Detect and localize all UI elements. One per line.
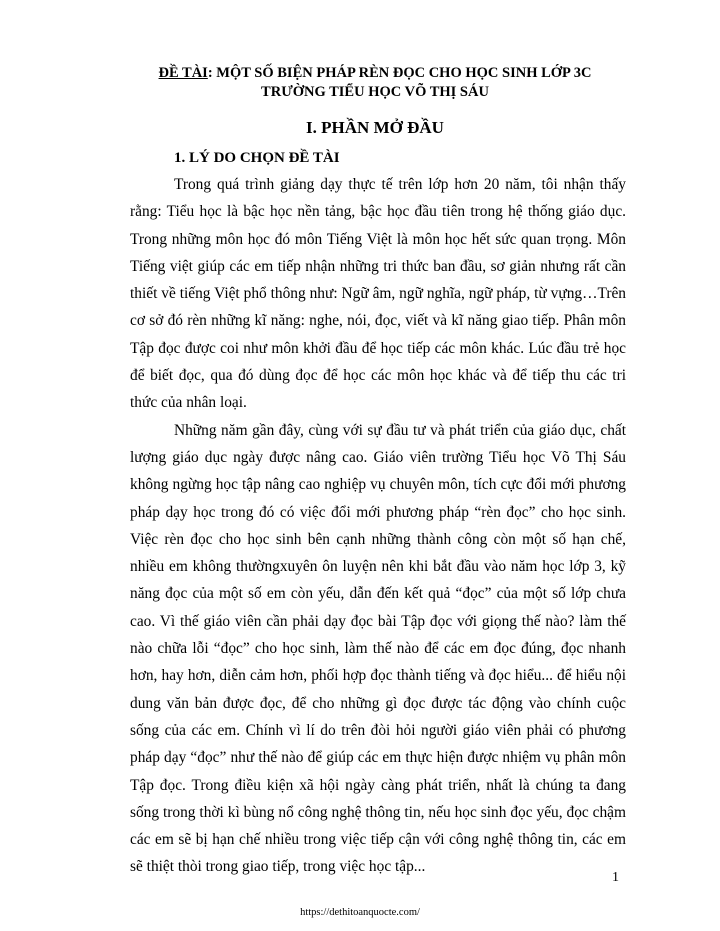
paragraph-1: Trong quá trình giảng dạy thực tế trên lớp hơn 20 năm, tôi nhận thấy rằng: Tiểu học là bậc học nền tảng, bậc học đầu tiên trong hệ thống giáo dục. Trong những môn học đó môn Tiếng Việt là môn học hết sức quan trọng. Môn Tiếng việt giúp các em tiếp nhận những tri thức ban đầu, sơ giản nhưng rất cần thiết về tiếng Việt phổ thông như: Ngữ âm, ngữ nghĩa, ngữ pháp, từ vựng…Trên cơ sở đó rèn những kĩ năng: nghe, nói, đọc, viết và kĩ năng giao tiếp. Phân môn Tập đọc được coi như môn khởi đầu để học tiếp các môn khác. Lúc đầu trẻ học để biết đọc, qua đó dùng đọc để học các môn học khác và để tiếp thu các tri thức của nhân loại. [130, 176, 626, 412]
footer-url[interactable]: https://dethitoanquocte.com/ [300, 907, 420, 918]
title-line-1 [130, 64, 620, 83]
title-prefix: ĐỀ TÀI [158, 65, 208, 81]
page-number: 1 [612, 870, 619, 885]
title-line-2: TRƯỜNG TIỂU HỌC VÕ THỊ SÁU [261, 84, 489, 100]
section-heading: I. PHẦN MỞ ĐẦU [306, 118, 444, 137]
title-main: : MỘT SỐ BIỆN PHÁP RÈN ĐỌC CHO HỌC SINH LỚP 3C [207, 65, 592, 81]
body-text [130, 171, 626, 881]
paragraph-2: Những năm gần đây, cùng với sự đầu tư và phát triển của giáo dục, chất lượng giáo dục ngày được nâng cao. Giáo viên trường Tiểu học Võ Thị Sáu không ngừng học tập nâng cao nghiệp vụ chuyên môn, tích cực đổi mới phương pháp dạy học trong đó có việc đổi mới phương pháp “rèn đọc” cho học sinh. Việc rèn đọc cho học sinh bên cạnh những thành công còn một số hạn chế, nhiều em không thườngxuyên ôn luyện nên khi bắt đầu vào năm học lớp 3, kỹ năng đọc của một số em còn yếu, dẫn đến kết quả “đọc” của một số lớp chưa cao. Vì thế giáo viên cần phải dạy đọc bài Tập đọc với giọng thế nào? làm thế nào chữa lỗi “đọc” cho học sinh, làm thế nào để các em đọc đúng, đọc nhanh hơn, hay hơn, diễn cảm hơn, phối hợp đọc thành tiếng và đọc hiểu... để hiểu nội dung văn bản được đọc, để cho những gì đọc được tác động vào chính cuộc sống của các em. Chính vì lí do trên đòi hỏi người giáo viên phải có phương pháp dạy “đọc” như thế nào để giúp các em thực hiện được nhiệm vụ phân môn Tập đọc. Trong điều kiện xã hội ngày càng phát triển, nhất là chúng ta đang sống trong thời kì bùng nổ công nghệ thông tin, nếu học sinh đọc yếu, đọc chậm các em sẽ bị hạn chế nhiều trong việc tiếp cận với công nghệ thông tin, các em sẽ thiệt thòi trong giao tiếp, trong việc học tập... [130, 421, 626, 876]
subsection-heading: 1. LÝ DO CHỌN ĐỀ TÀI [174, 150, 340, 166]
document-title [130, 64, 620, 102]
